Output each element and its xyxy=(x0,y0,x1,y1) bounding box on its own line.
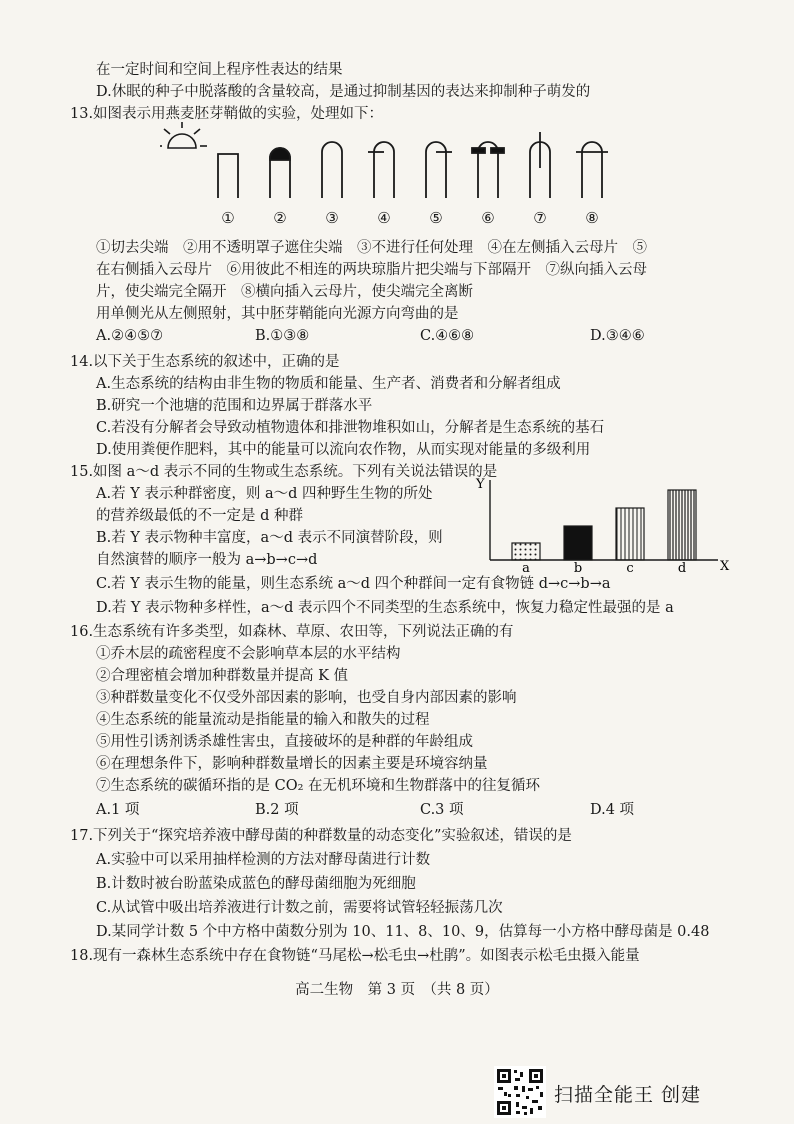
text-line: C.从试管中吸出培养液进行计数之前，需要将试管轻轻振荡几次 xyxy=(96,900,503,916)
coleoptile-label: ⑦ xyxy=(533,209,547,227)
text-line: 用单侧光从左侧照射，其中胚芽鞘能向光源方向弯曲的是 xyxy=(96,306,459,322)
bar-b xyxy=(564,526,592,560)
text-line: D.若 Y 表示物种多样性，a～d 表示四个不同类型的生态系统中，恢复力稳定性最强的是 a xyxy=(96,600,674,616)
text-line: 18.现有一森林生态系统中存在食物链“马尾松→松毛虫→杜鹃”。如图表示松毛虫摄入能量 xyxy=(70,948,640,964)
coleoptile-label: ⑥ xyxy=(481,209,495,227)
coleoptile-8 xyxy=(576,142,608,198)
coleoptile-label: ② xyxy=(273,209,287,227)
sun-icon xyxy=(160,122,207,148)
page-footer: 高二生物 第 3 页 （共 8 页） xyxy=(295,982,499,998)
text-line: 16.生态系统有许多类型，如森林、草原、农田等，下列说法正确的有 xyxy=(70,624,514,640)
text-line: 15.如图 a～d 表示不同的生物或生态系统。下列有关说法错误的是 xyxy=(70,464,498,480)
text-line: B.研究一个池塘的范围和边界属于群落水平 xyxy=(96,398,373,414)
text-line: 在一定时间和空间上程序性表达的结果 xyxy=(96,62,343,78)
text-line: D.某同学计数 5 个中方格中菌数分别为 10、11、8、10、9，估算每一小方格中酵母菌是 0.48 xyxy=(96,924,710,940)
text-line: 自然演替的顺序一般为 a→b→c→d xyxy=(96,552,318,568)
text-line: B.计数时被台盼蓝染成蓝色的酵母菌细胞为死细胞 xyxy=(96,876,416,892)
text-line: A.实验中可以采用抽样检测的方法对酵母菌进行计数 xyxy=(96,852,431,868)
coleoptile-figure xyxy=(160,120,680,232)
coleoptile-3 xyxy=(322,142,342,198)
text-line: ②合理密植会增加种群数量并提高 K 值 xyxy=(96,668,349,684)
text-line: C.④⑥⑧ xyxy=(420,328,475,344)
text-line: B.①③⑧ xyxy=(255,328,310,344)
text-line: ⑦生态系统的碳循环指的是 CO₂ 在无机环境和生物群落中的往复循环 xyxy=(96,778,541,794)
text-line: 在右侧插入云母片 ⑥用彼此不相连的两块琼脂片把尖端与下部隔开 ⑦纵向插入云母 xyxy=(96,262,647,278)
text-line: A.②④⑤⑦ xyxy=(96,328,164,344)
text-line: ①乔木层的疏密程度不会影响草本层的水平结构 xyxy=(96,646,401,662)
bar-c xyxy=(616,508,644,560)
bar-d xyxy=(668,490,696,560)
text-line: D.使用粪便作肥料，其中的能量可以流向农作物，从而实现对能量的多级利用 xyxy=(96,442,591,458)
text-line: A.生态系统的结构由非生物的物质和能量、生产者、消费者和分解者组成 xyxy=(96,376,561,392)
text-line: ⑤用性引诱剂诱杀雄性害虫，直接破坏的是种群的年龄组成 xyxy=(96,734,473,750)
bar-chart xyxy=(468,472,730,584)
category-label: c xyxy=(626,561,634,576)
bar-a xyxy=(512,543,540,560)
text-line: C.3 项 xyxy=(420,802,464,818)
text-line: D.③④⑥ xyxy=(590,328,645,344)
text-line: ⑥在理想条件下，影响种群数量增长的因素主要是环境容纳量 xyxy=(96,756,488,772)
y-axis-label: Y xyxy=(476,477,485,492)
category-label: b xyxy=(573,561,583,576)
qr-code-icon xyxy=(494,1066,546,1118)
text-line: B.2 项 xyxy=(255,802,299,818)
text-line: B.若 Y 表示物种丰富度，a～d 表示不同演替阶段，则 xyxy=(96,530,443,546)
coleoptile-label: ① xyxy=(221,209,235,227)
coleoptile-1 xyxy=(218,154,238,198)
text-line: C.若没有分解者会导致动植物遗体和排泄物堆积如山，分解者是生态系统的基石 xyxy=(96,420,605,436)
camscanner-label: 扫描全能王 创建 xyxy=(554,1084,702,1106)
category-label: d xyxy=(677,561,687,576)
text-line: 14.以下关于生态系统的叙述中，正确的是 xyxy=(70,354,340,370)
coleoptile-7 xyxy=(530,132,550,198)
text-line: C.若 Y 表示生物的能量，则生态系统 a～d 四个种群间一定有食物链 d→c→b→a xyxy=(96,576,611,592)
coleoptile-label: ⑤ xyxy=(429,209,443,227)
coleoptile-label: ⑧ xyxy=(585,209,599,227)
text-line: 的营养级最低的不一定是 d 种群 xyxy=(96,508,303,524)
text-line: A.若 Y 表示种群密度，则 a～d 四种野生生物的所处 xyxy=(96,486,433,502)
text-line: ④生态系统的能量流动是指能量的输入和散失的过程 xyxy=(96,712,430,728)
text-line: ①切去尖端 ②用不透明罩子遮住尖端 ③不进行任何处理 ④在左侧插入云母片 ⑤ xyxy=(96,240,647,256)
x-axis-label: X xyxy=(720,559,730,574)
coleoptile-2 xyxy=(270,148,290,198)
coleoptile-4 xyxy=(368,142,394,198)
coleoptile-label: ④ xyxy=(377,209,391,227)
text-line: D.4 项 xyxy=(590,802,635,818)
coleoptile-5 xyxy=(426,142,452,198)
text-line: 13.如图表示用燕麦胚芽鞘做的实验，处理如下： xyxy=(70,106,384,122)
text-line: A.1 项 xyxy=(96,802,140,818)
coleoptile-label: ③ xyxy=(325,209,339,227)
text-line: 片，使尖端完全隔开 ⑧横向插入云母片，使尖端完全离断 xyxy=(96,284,473,300)
coleoptile-6 xyxy=(472,142,504,198)
camscanner-watermark xyxy=(494,1066,794,1120)
text-line: ③种群数量变化不仅受外部因素的影响，也受自身内部因素的影响 xyxy=(96,690,517,706)
category-label: a xyxy=(522,561,530,576)
text-line: D.休眠的种子中脱落酸的含量较高，是通过抑制基因的表达来抑制种子萌发的 xyxy=(96,84,591,100)
text-line: 17.下列关于“探究培养液中酵母菌的种群数量的动态变化”实验叙述，错误的是 xyxy=(70,828,572,844)
